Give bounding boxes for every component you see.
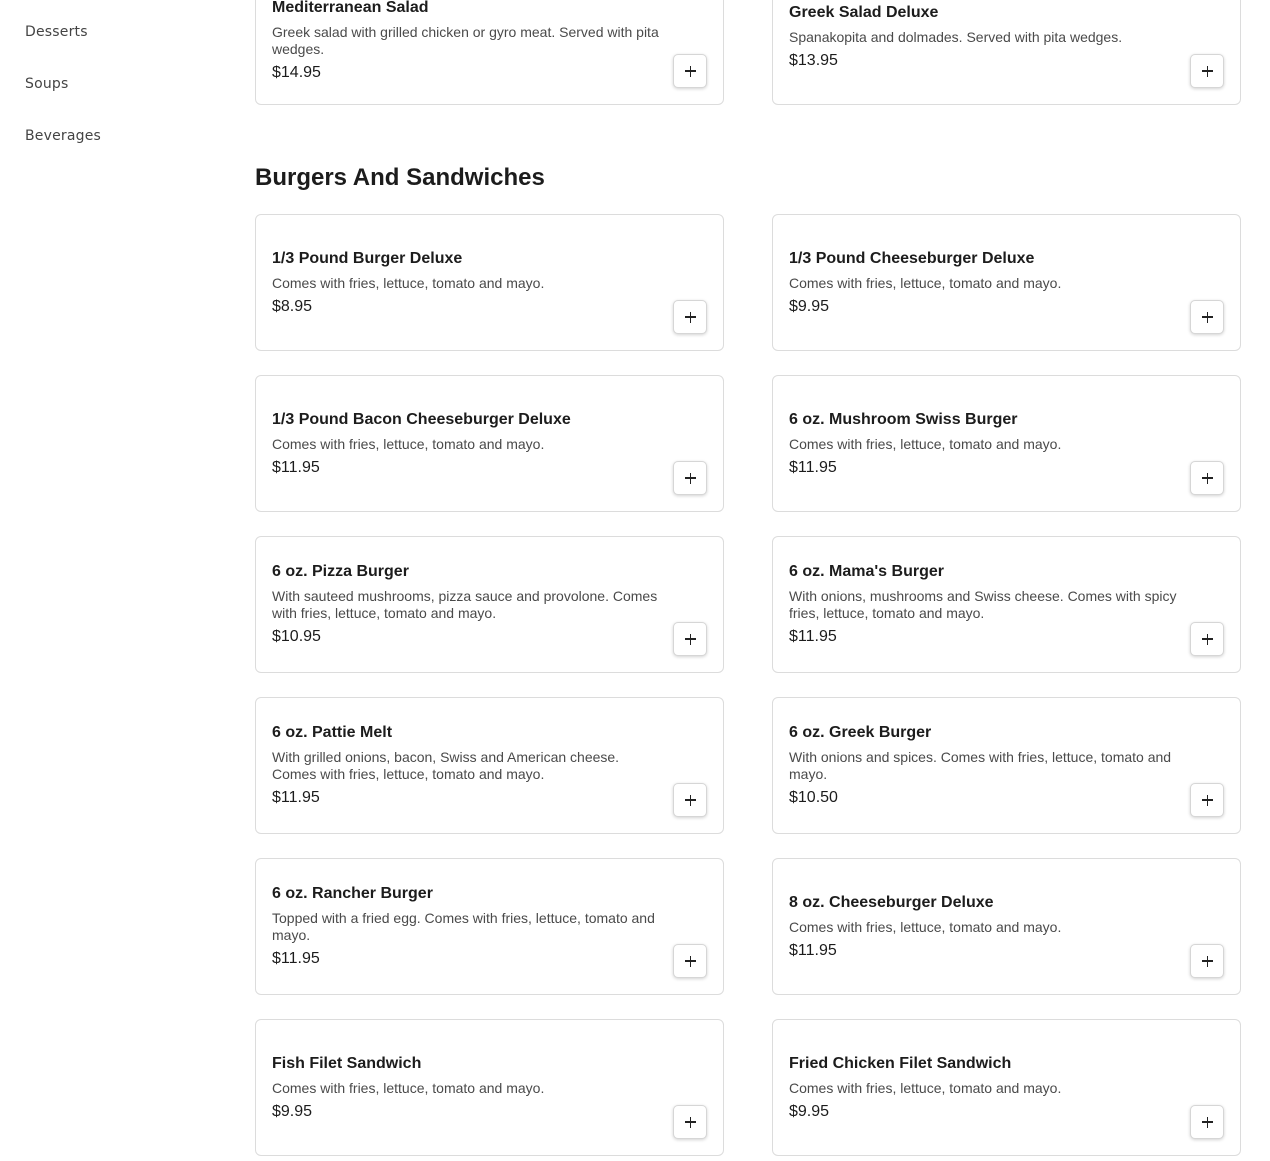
plus-icon	[1202, 1117, 1213, 1128]
menu-item-name: 6 oz. Pattie Melt	[272, 724, 393, 741]
menu-item-card[interactable]	[255, 214, 724, 351]
menu-item-card[interactable]	[255, 858, 724, 995]
menu-item-description: Comes with fries, lettuce, tomato and mayo.	[272, 1079, 545, 1096]
menu-item-name: 6 oz. Pizza Burger	[272, 563, 409, 580]
add-to-cart-button[interactable]	[673, 783, 707, 817]
plus-icon	[685, 634, 696, 645]
menu-item-description: Comes with fries, lettuce, tomato and mayo.	[272, 435, 545, 452]
menu-item-description: With grilled onions, bacon, Swiss and American cheese. Comes with fries, lettuce, tomato and mayo.	[272, 749, 620, 782]
menu-item-description: Spanakopita and dolmades. Served with pita wedges.	[789, 29, 1123, 45]
plus-icon	[1202, 795, 1213, 806]
add-to-cart-button[interactable]	[673, 461, 707, 495]
menu-item-description: Comes with fries, lettuce, tomato and mayo.	[789, 274, 1062, 291]
menu-item-name: 1/3 Pound Burger Deluxe	[272, 249, 463, 267]
menu-item-price: $8.95	[272, 297, 313, 315]
add-to-cart-button[interactable]	[1190, 461, 1224, 495]
menu-item-price: $9.95	[789, 297, 830, 315]
menu-item-card[interactable]	[772, 536, 1241, 673]
menu-item-description: Comes with fries, lettuce, tomato and mayo.	[789, 1079, 1062, 1096]
plus-icon	[685, 66, 696, 77]
sidebar-item-beverages[interactable]: Beverages	[25, 128, 102, 144]
sidebar-item-desserts[interactable]: Desserts	[25, 24, 88, 40]
menu-item-price: $11.95	[789, 941, 837, 959]
menu-item-price: $14.95	[272, 64, 321, 81]
add-to-cart-button[interactable]	[673, 54, 707, 88]
menu-item-price: $10.95	[272, 628, 321, 645]
menu-item-description: Comes with fries, lettuce, tomato and mayo.	[789, 435, 1062, 452]
menu-item-card[interactable]	[255, 375, 724, 512]
menu-item-description: With sauteed mushrooms, pizza sauce and provolone. Comes with fries, lettuce, tomato and mayo.	[272, 588, 658, 621]
menu-item-name: 6 oz. Mushroom Swiss Burger	[789, 410, 1018, 428]
menu-item-card[interactable]	[772, 214, 1241, 351]
plus-icon	[685, 1117, 696, 1128]
menu-item-description: With onions and spices. Comes with fries, lettuce, tomato and mayo.	[789, 749, 1172, 782]
section-title: Burgers And Sandwiches	[255, 164, 545, 191]
menu-item-description: Comes with fries, lettuce, tomato and mayo.	[272, 274, 545, 291]
menu-item-price: $10.50	[789, 789, 838, 806]
menu-item-description: Topped with a fried egg. Comes with fries, lettuce, tomato and mayo.	[272, 910, 655, 943]
menu-item-price: $11.95	[789, 458, 837, 476]
menu-item-price: $13.95	[789, 52, 838, 69]
plus-icon	[685, 312, 696, 323]
menu-item-name: 6 oz. Rancher Burger	[272, 885, 433, 902]
menu-item-card[interactable]	[255, 0, 724, 105]
menu-item-name: Mediterranean Salad	[272, 0, 429, 16]
add-to-cart-button[interactable]	[1190, 622, 1224, 656]
plus-icon	[1202, 66, 1213, 77]
menu-item-price: $9.95	[789, 1102, 830, 1120]
menu-item-card[interactable]	[772, 375, 1241, 512]
menu-item-card[interactable]	[255, 697, 724, 834]
menu-item-name: 1/3 Pound Bacon Cheeseburger Deluxe	[272, 410, 571, 428]
add-to-cart-button[interactable]	[673, 944, 707, 978]
add-to-cart-button[interactable]	[673, 1105, 707, 1139]
menu-item-name: Greek Salad Deluxe	[789, 4, 939, 21]
plus-icon	[1202, 956, 1213, 967]
plus-icon	[685, 473, 696, 484]
plus-icon	[1202, 634, 1213, 645]
sidebar-item-soups[interactable]: Soups	[25, 76, 69, 92]
menu-item-price: $9.95	[272, 1102, 313, 1120]
menu-item-card[interactable]	[772, 697, 1241, 834]
menu-item-card[interactable]	[772, 858, 1241, 995]
menu-item-card[interactable]	[772, 1019, 1241, 1156]
menu-item-price: $11.95	[789, 628, 837, 645]
plus-icon	[685, 956, 696, 967]
menu-item-name: Fried Chicken Filet Sandwich	[789, 1054, 1012, 1072]
menu-item-description: Comes with fries, lettuce, tomato and mayo.	[789, 918, 1062, 935]
menu-item-name: Fish Filet Sandwich	[272, 1054, 422, 1072]
menu-item-price: $11.95	[272, 950, 320, 967]
menu-item-price: $11.95	[272, 789, 320, 806]
menu-item-name: 8 oz. Cheeseburger Deluxe	[789, 893, 994, 911]
menu-item-price: $11.95	[272, 458, 320, 476]
menu-item-card[interactable]	[255, 1019, 724, 1156]
plus-icon	[1202, 312, 1213, 323]
menu-item-description: With onions, mushrooms and Swiss cheese. Comes with spicy fries, lettuce, tomato and mayo.	[789, 588, 1177, 621]
menu-item-name: 6 oz. Greek Burger	[789, 724, 932, 741]
plus-icon	[1202, 473, 1213, 484]
menu-item-card[interactable]	[772, 0, 1241, 105]
add-to-cart-button[interactable]	[1190, 944, 1224, 978]
menu-item-description: Greek salad with grilled chicken or gyro meat. Served with pita wedges.	[272, 24, 659, 57]
menu-item-name: 1/3 Pound Cheeseburger Deluxe	[789, 249, 1035, 267]
menu-item-card[interactable]	[255, 536, 724, 673]
add-to-cart-button[interactable]	[673, 622, 707, 656]
add-to-cart-button[interactable]	[673, 300, 707, 334]
add-to-cart-button[interactable]	[1190, 1105, 1224, 1139]
plus-icon	[685, 795, 696, 806]
menu-item-name: 6 oz. Mama's Burger	[789, 563, 944, 580]
add-to-cart-button[interactable]	[1190, 300, 1224, 334]
add-to-cart-button[interactable]	[1190, 54, 1224, 88]
add-to-cart-button[interactable]	[1190, 783, 1224, 817]
